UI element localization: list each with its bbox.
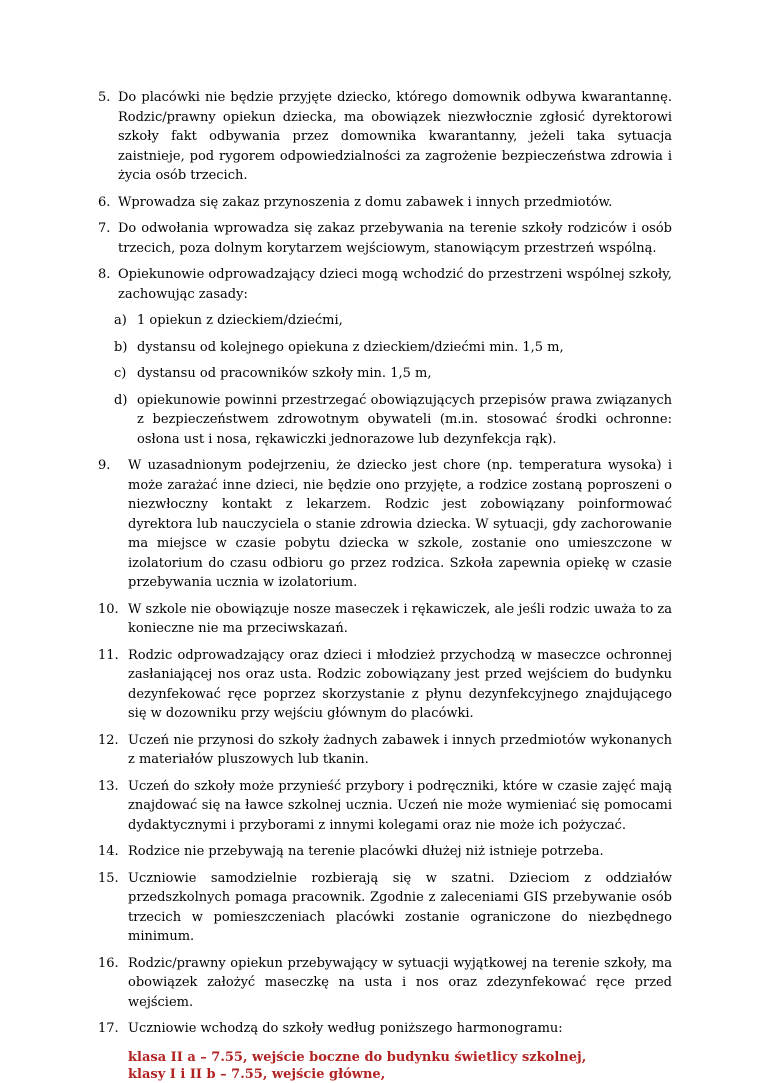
sub-item-letter: a): [114, 313, 127, 328]
item-number: 11.: [98, 647, 119, 663]
sub-item-text: dystansu od kolejnego opiekuna z dzieckiem/dziećmi min. 1,5 m,: [137, 339, 564, 355]
list-item-12: [0, 731, 763, 770]
sub-item-letter: c): [114, 366, 127, 381]
list-item-7: [0, 219, 763, 258]
item-text: Opiekunowie odprowadzający dzieci mogą wchodzić do przestrzeni wspólnej szkoły, zachowując zasady:: [118, 267, 672, 302]
sub-item-text: 1 opiekun z dzieckiem/dziećmi,: [137, 313, 343, 328]
list-item-17: [0, 1019, 763, 1039]
sub-item-c: [0, 364, 763, 384]
schedule-line: klasa II a – 7.55, wejście boczne do budynku świetlicy szkolnej,: [128, 1049, 587, 1065]
list-item-13: [0, 777, 763, 836]
sub-item-a: [0, 311, 763, 331]
sub-item-text: opiekunowie powinni przestrzegać obowiązujących przepisów prawa związanych z bezpieczeństwem zdrowotnym obywateli (m.in. stosować środki ochronne: osłona ust i nosa, rękawiczki jednorazowe lub dezynfekcja rąk).: [137, 392, 672, 447]
item-number: 7.: [98, 221, 111, 236]
item-number: 14.: [98, 844, 119, 859]
sub-item-letter: d): [114, 392, 128, 408]
item-number: 16.: [98, 955, 119, 971]
item-number: 17.: [98, 1021, 119, 1036]
list-item-8: [0, 265, 763, 304]
item-text: Rodzice nie przebywają na terenie placówki dłużej niż istnieje potrzeba.: [128, 844, 604, 859]
item-text: Uczeń nie przynosi do szkoły żadnych zabawek i innych przedmiotów wykonanych z materiałów pluszowych lub tkanin.: [128, 732, 672, 767]
document-content: [0, 88, 763, 1083]
list-item-9: [0, 456, 763, 593]
list-item-11: [0, 646, 763, 724]
item-number: 6.: [98, 194, 111, 210]
sub-item-letter: b): [114, 339, 128, 355]
item-text: Rodzic odprowadzający oraz dzieci i młodzież przychodzą w maseczce ochronnej zasłaniającej nos oraz usta. Rodzic zobowiązany jest przed wejściem do budynku dezynfekować ręce poprzez skorzystanie z płynu dezynfekcyjnego znajdującego się w dozowniku przy wejściu głównym do placówki.: [128, 647, 672, 721]
item-number: 10.: [98, 601, 119, 617]
item-number: 5.: [98, 90, 111, 105]
list-item-5: [0, 88, 763, 186]
list-item-16: [0, 954, 763, 1013]
list-item-14: [0, 842, 763, 862]
item-number: 13.: [98, 778, 119, 794]
item-text: Uczeń do szkoły może przynieść przybory i podręczniki, które w czasie zajęć mają znajdować się na ławce szkolnej ucznia. Uczeń nie może wymieniać się pomocami dydaktycznymi i przyborami z innymi kolegami oraz nie może ich pożyczać.: [128, 778, 672, 833]
item-number: 9.: [98, 458, 111, 473]
item-text: Uczniowie wchodzą do szkoły według poniższego harmonogramu:: [128, 1021, 563, 1036]
item-text: Do placówki nie będzie przyjęte dziecko, którego domownik odbywa kwarantannę. Rodzic/prawny opiekun dziecka, ma obowiązek niezwłocznie zgłosić dyrektorowi szkoły fakt odbywania przez domownika kwarantanny, jeżeli taka sytuacja zaistnieje, pod rygorem odpowiedzialności za zagrożenie bezpieczeństwa zdrowia i życia osób trzecich.: [118, 90, 672, 183]
sub-item-d: [0, 391, 763, 450]
item-text: Rodzic/prawny opiekun przebywający w sytuacji wyjątkowej na terenie szkoły, ma obowiązek założyć maseczkę na usta i nos oraz zdezynfekować ręce przed wejściem.: [128, 955, 672, 1010]
sub-item-b: [0, 338, 763, 358]
item-text: Do odwołania wprowadza się zakaz przebywania na terenie szkoły rodziców i osób trzecich, poza dolnym korytarzem wejściowym, stanowiącym przestrzeń wspólną.: [118, 221, 672, 256]
schedule-line: klasy I i II b – 7.55, wejście główne,: [128, 1066, 386, 1082]
schedule-block: [0, 1049, 763, 1083]
list-item-10: [0, 600, 763, 639]
sub-item-text: dystansu od pracowników szkoły min. 1,5 m,: [137, 366, 432, 381]
list-item-6: [0, 193, 763, 213]
item-number: 15.: [98, 870, 119, 886]
item-text: W szkole nie obowiązuje nosze maseczek i rękawiczek, ale jeśli rodzic uważa to za konieczne nie ma przeciwskazań.: [128, 601, 672, 636]
item-text: Wprowadza się zakaz przynoszenia z domu zabawek i innych przedmiotów.: [118, 194, 613, 210]
item-text: W uzasadnionym podejrzeniu, że dziecko jest chore (np. temperatura wysoka) i może zarażać inne dzieci, nie będzie ono przyjęte, a rodzice zostaną poproszeni o niezwłoczny kontakt z lekarzem. Rodzic jest zobowiązany poinformować dyrektora lub nauczyciela o stanie zdrowia dziecka. W sytuacji, gdy zachorowanie ma miejsce w czasie pobytu dziecka w szkole, zostanie ono umieszczone w izolatorium do czasu odbioru go przez rodzica. Szkoła zapewnia opiekę w czasie przebywania ucznia w izolatorium.: [128, 458, 672, 590]
item-number: 8.: [98, 267, 111, 282]
list-item-15: [0, 869, 763, 947]
item-number: 12.: [98, 732, 119, 748]
item-text: Uczniowie samodzielnie rozbierają się w szatni. Dzieciom z oddziałów przedszkolnych pomaga pracownik. Zgodnie z zaleceniami GIS przebywanie osób trzecich w pomieszczeniach placówki zostanie ograniczone do niezbędnego minimum.: [128, 870, 672, 944]
